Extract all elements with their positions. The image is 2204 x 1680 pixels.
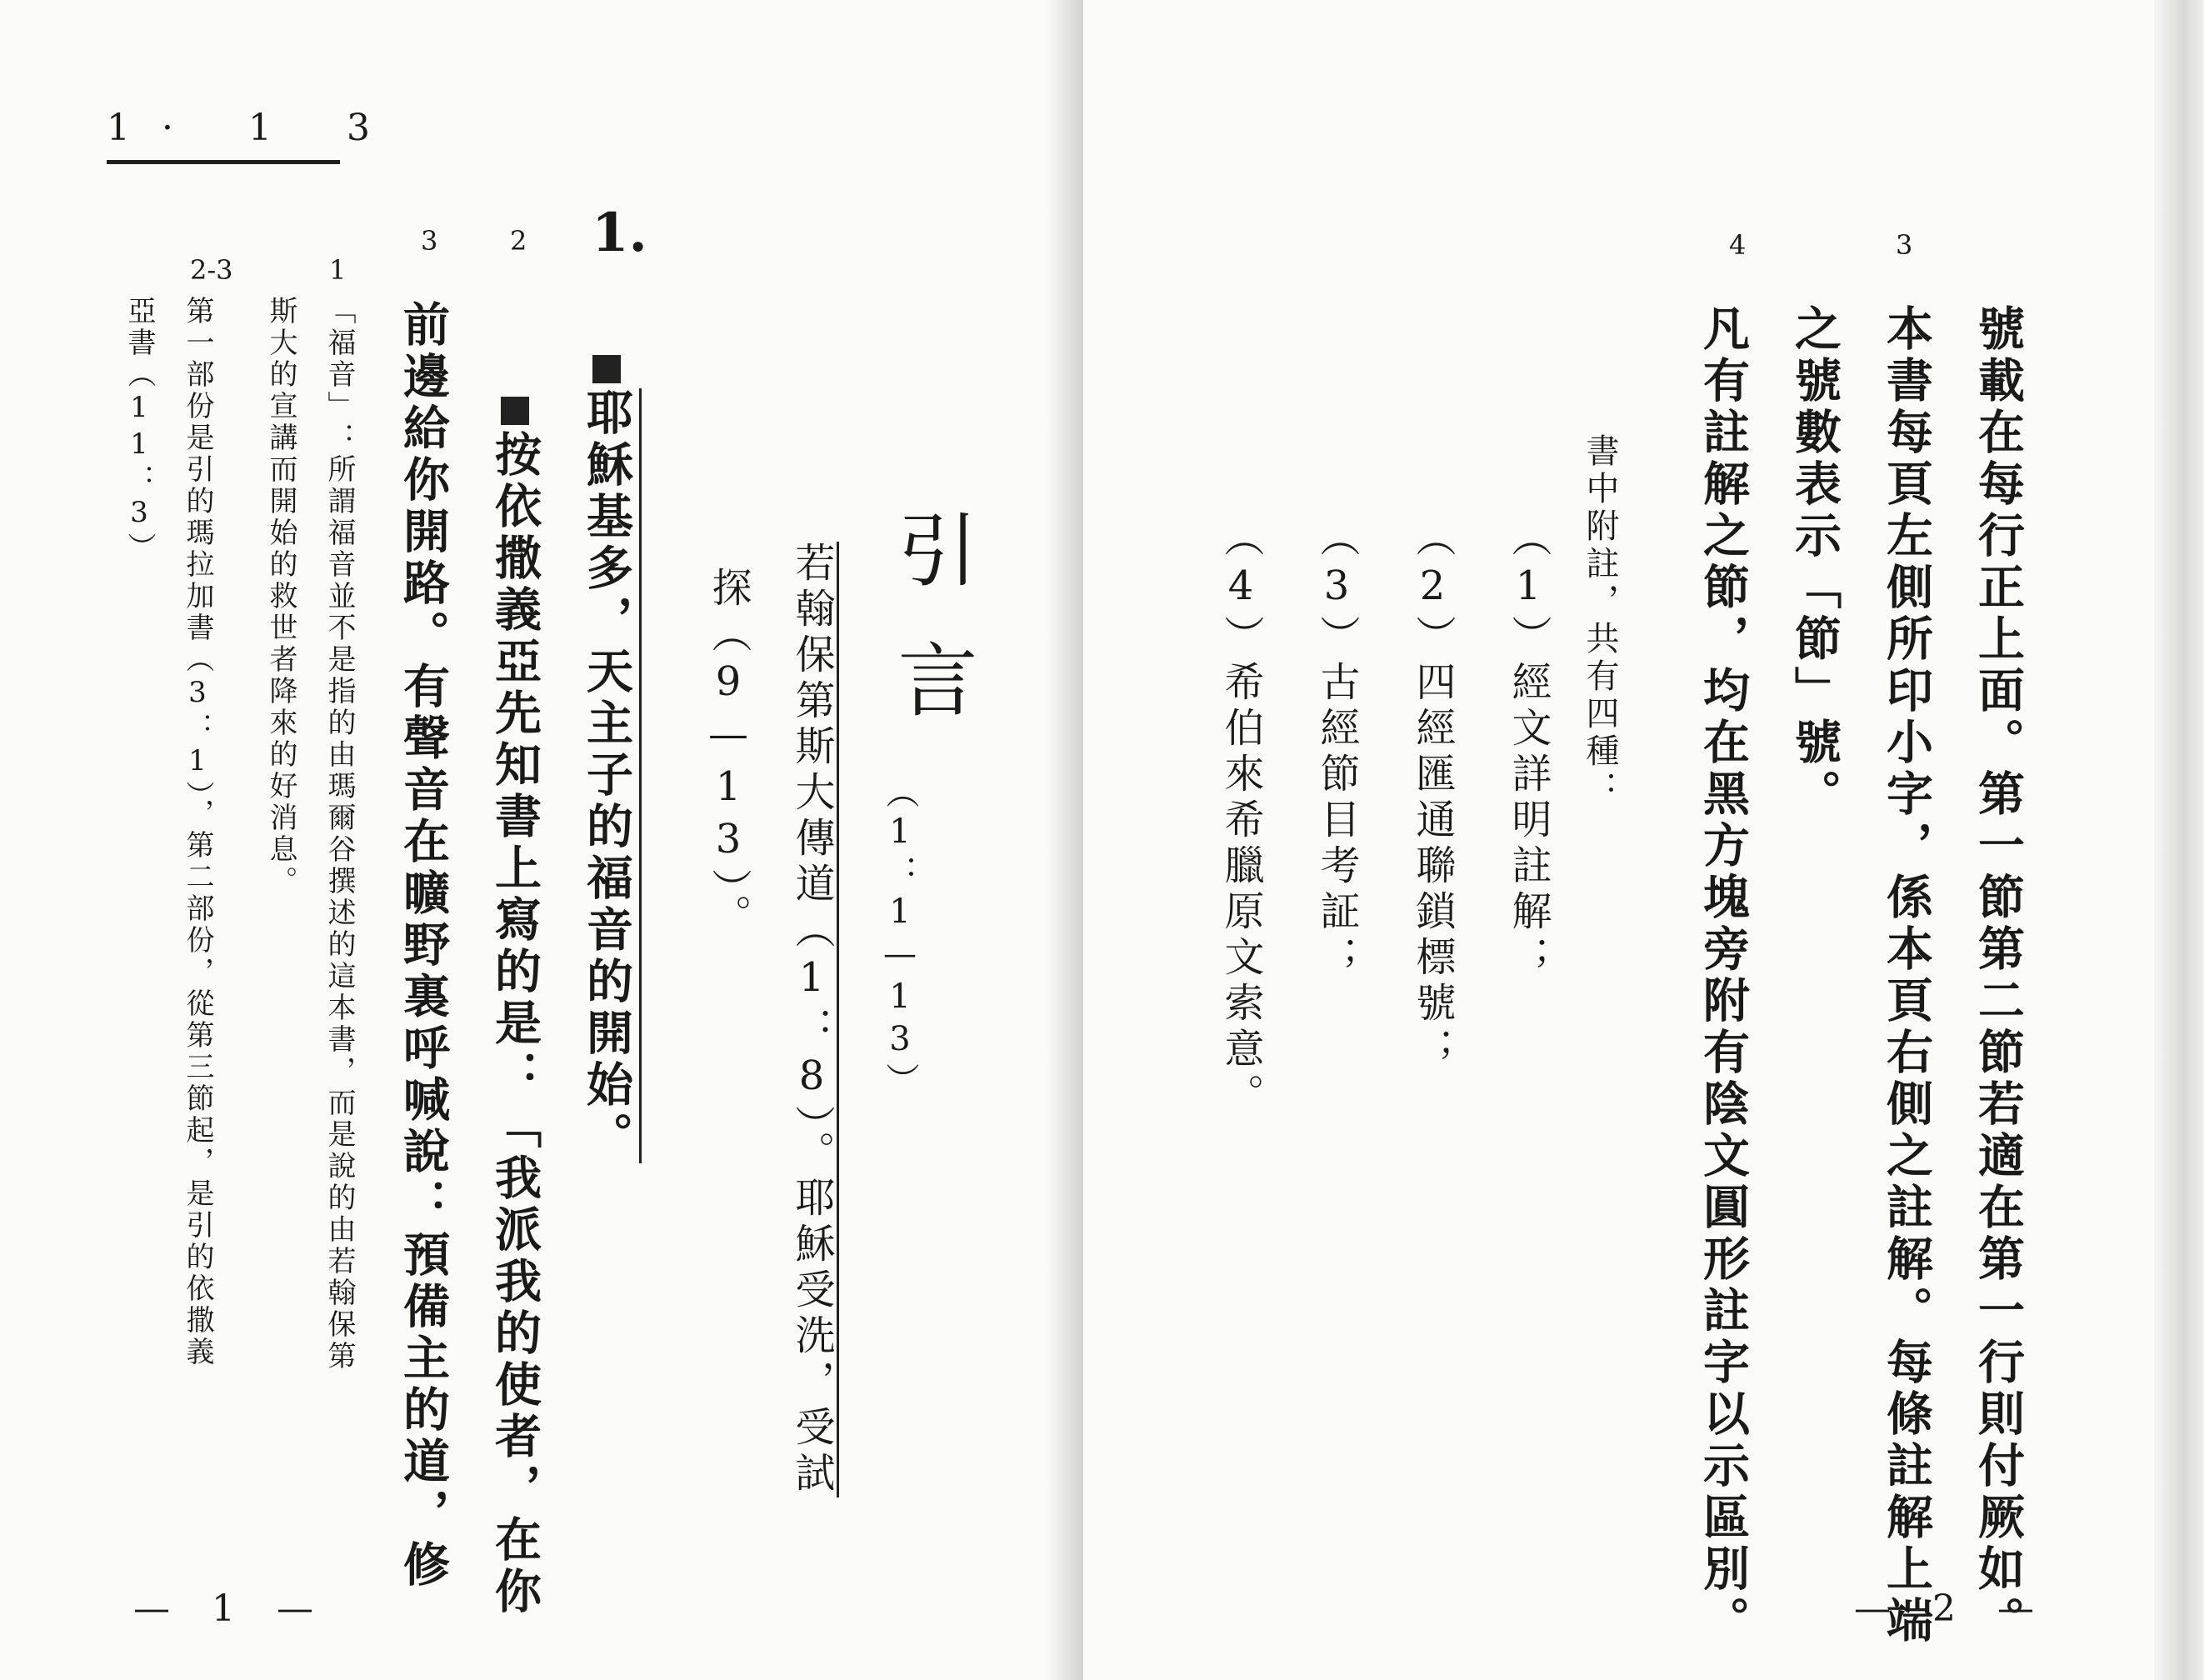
- verse-2: [487, 392, 542, 1618]
- left-page: [0, 0, 1083, 1680]
- verse-2-number: 2: [510, 225, 527, 257]
- verse-2-text: 按依撒義亞先知書上寫的是：「我派我的使者，在你: [487, 430, 542, 1618]
- notes-list-item-1: （1）經文詳明註解；: [1505, 517, 1552, 982]
- chapter-number: 1.: [592, 202, 647, 264]
- page-folio: — 1 —: [133, 1588, 328, 1630]
- verse-3-number: 3: [421, 225, 438, 257]
- paragraph-3-number: 3: [1896, 229, 1913, 261]
- paragraph-3-line-1: 號載在每行正上面。第一節第二節若適在第一行則付厥如。: [1971, 304, 2026, 1648]
- notes-list-intro: 書中附註，共有四種：: [1581, 433, 1619, 808]
- chapter-title-reference: （1：1—13）: [881, 775, 919, 1100]
- chapter-summary-line-1: 若翰保第斯大傳道（1：8）。耶穌受洗，受試: [792, 542, 839, 1498]
- page-edge: [2154, 0, 2204, 1680]
- note-2-line-1: 第一部份是引的瑪拉加書（3：1），第二部份，從第三節起，是引的依撒義: [181, 296, 214, 1368]
- note-1-line-2: 斯大的宣講而開始的救世者降來的好消息。: [264, 296, 297, 898]
- note-1-number: 1: [329, 254, 347, 286]
- notes-list-item-2: （2）四經匯通聯鎖標號；: [1409, 517, 1456, 1073]
- paragraph-4-number: 4: [1729, 229, 1747, 261]
- paragraph-3-line-2: 本書每頁左側所印小字，係本頁右側之註解。每條註解上端: [1879, 304, 1934, 1648]
- verse-1: [579, 350, 634, 1163]
- page-header: 1· 1 3: [107, 107, 402, 149]
- chapter-title: [875, 508, 989, 768]
- verse-marker-icon: [592, 355, 621, 383]
- right-page: [1083, 0, 2204, 1680]
- verse-1-text: 耶穌基多，天主子的福音的開始。: [579, 388, 642, 1163]
- page-folio: — 2 —: [1854, 1588, 2049, 1630]
- chapter-title-text: 引言: [885, 508, 978, 768]
- verse-marker-icon: [501, 397, 529, 425]
- paragraph-4-line-1: 凡有註解之節，均在黑方塊旁附有陰文圓形註字以示區別。: [1696, 304, 1751, 1648]
- note-2-line-2: 亞書（11：3）: [122, 296, 156, 564]
- chapter-summary-line-2: 探（9—13）。: [705, 567, 752, 940]
- header-rule: [107, 160, 340, 164]
- paragraph-3-line-3: 之號數表示「節」號。: [1787, 304, 1842, 821]
- notes-list-item-3: （3）古經節目考証；: [1313, 517, 1360, 982]
- notes-list-item-4: （4）希伯來希臘原文索意。: [1217, 517, 1264, 1119]
- verse-2-continued: 前邊給你開路。有聲音在曠野裏呼喊說：預備主的道，修: [396, 300, 451, 1592]
- note-2-number: 2-3: [190, 254, 233, 286]
- note-1-line-1: 「福音」：所謂福音並不是指的由瑪爾谷撰述的這本書，而是說的由若翰保第: [322, 296, 356, 1372]
